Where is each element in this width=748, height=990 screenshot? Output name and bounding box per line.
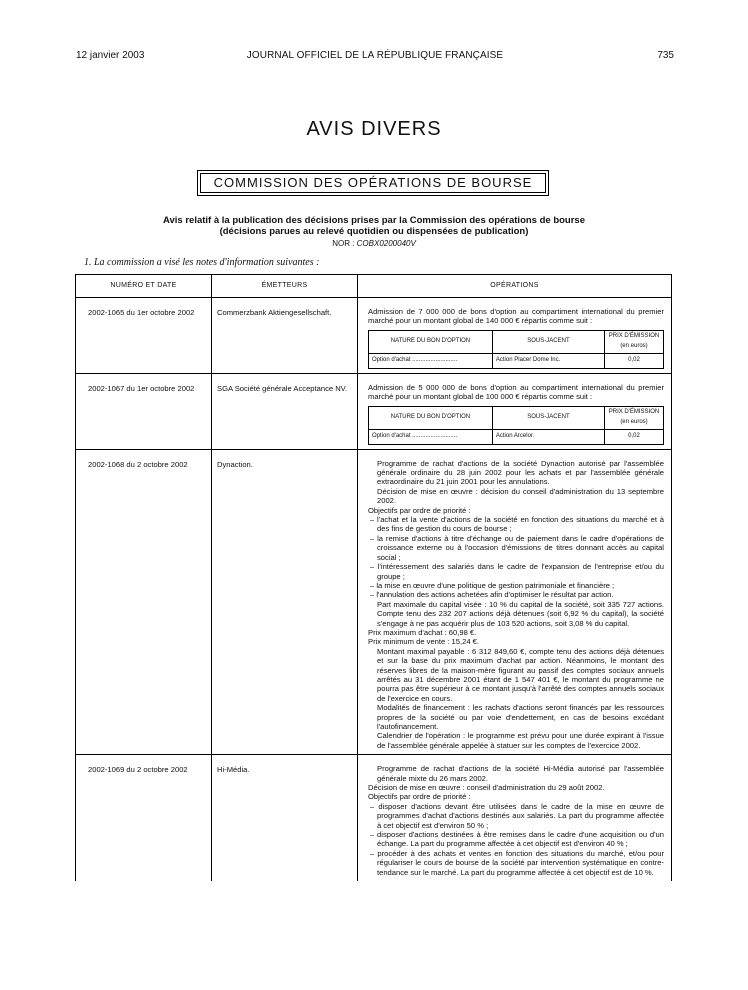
option-subtable (368, 330, 664, 369)
header-date: 12 janvier 2003 (76, 50, 145, 61)
number-date-cell: 2002-1067 du 1er octobre 2002 (76, 373, 212, 449)
nor-code: COBX0200040V (356, 239, 416, 248)
op-paragraph: Calendrier de l'opération : le programme est prévu pour une durée expirant à l'issue de l'assemblée générale appelée à statuer sur les comptes de l'exercice 2002. (377, 731, 664, 750)
section-title: AVIS DIVERS (306, 118, 442, 140)
subheader-price: PRIX D'ÉMISSION (en euros) (604, 406, 663, 429)
table-header-row (76, 275, 672, 298)
intro-text: 1. La commission a visé les notes d'information suivantes : (84, 257, 320, 268)
op-paragraph: Décision de mise en œuvre : conseil d'administration du 29 août 2002. (368, 783, 605, 793)
op-bullet: – procéder à des achats et ventes en fonction des situations du marché, et/ou pour régulariser le cours de bourse de la société par intervention systématique en contre-tendance sur le marché. La part du programme affectée à cet objectif est de 10 %. (370, 848, 664, 877)
number-date-cell: 2002-1068 du 2 octobre 2002 (76, 449, 212, 755)
issuer-cell: SGA Société générale Acceptance NV. (212, 373, 358, 449)
nor-reference (0, 239, 748, 248)
notice-title (100, 215, 648, 237)
option-price: 0,02 (604, 429, 663, 444)
table-row (76, 449, 672, 755)
op-paragraph: Admission de 5 000 000 de bons d'option au compartiment international du premier marché pour un montant global de 100 000 € répartis comme suit : (368, 382, 664, 402)
op-paragraph: Programme de rachat d'actions de la société Dynaction autorisé par l'assemblée générale ordinaire du 28 juin 2002 pour les achats et par l'assemblée générale extraordinaire du 21 juin 2001 pour les annulations. (377, 458, 664, 487)
op-paragraph: Objectifs par ordre de priorité : (368, 792, 471, 802)
col-header-operations: OPÉRATIONS (358, 275, 672, 298)
subheader-underlying: SOUS-JACENT (492, 406, 604, 429)
option-underlying: Action Placer Dome Inc. (492, 353, 604, 368)
operations-table (75, 274, 672, 881)
subheader-price: PRIX D'ÉMISSION (en euros) (604, 330, 663, 353)
op-paragraph: Prix maximum d'achat : 60,98 €. (368, 627, 477, 637)
page-header (76, 50, 674, 64)
commission-title: COMMISSION DES OPÉRATIONS DE BOURSE (200, 173, 546, 193)
op-paragraph: Part maximale du capital visée : 10 % du capital de la société, soit 335 727 actions. Compte tenu des 232 207 actions déjà détenues (soit 6,92 % du capital), la société s'engage à ne pas acquérir plus de 103 520 actions, soit 3,08 % du capital. (377, 599, 664, 628)
notice-line-2: (décisions parues au relevé quotidien ou dispensées de publication) (219, 226, 529, 237)
option-price: 0,02 (604, 353, 663, 368)
col-header-number-date: NUMÉRO ET DATE (76, 275, 212, 298)
option-subtable (368, 406, 664, 445)
page-number: 735 (657, 50, 674, 61)
issuer-cell: Dynaction. (212, 449, 358, 755)
op-bullet: – l'achat et la vente d'actions de la société en fonction des situations du marché et à des fins de gestion du cours de bourse ; (370, 515, 664, 534)
commission-box (197, 170, 549, 196)
number-date-cell: 2002-1069 du 2 octobre 2002 (76, 755, 212, 881)
op-bullet: – la mise en œuvre d'une politique de gestion patrimoniale et financière ; (370, 580, 615, 590)
issuer-cell: Commerzbank Aktiengesellschaft. (212, 298, 358, 374)
option-nature: Option d'achat ........................... (369, 429, 493, 444)
operations-cell (358, 449, 672, 755)
op-paragraph: Montant maximal payable : 6 312 849,60 €, compte tenu des actions déjà détenues et sur la base du prix maximum d'achat par action. Néanmoins, le montant des réserves libres de la maison-mère figurant au passif des comptes sociaux annuels arrêtés au 31 décembre 2001 étant de 1 547 401 €, le montant du programme ne pourra pas être supérieur à ce montant jusqu'à l'arrêté des comptes annuels sociaux de l'exercice en cours. (377, 646, 664, 703)
op-paragraph: Objectifs par ordre de priorité : (368, 505, 471, 515)
subheader-nature: NATURE DU BON D'OPTION (369, 330, 493, 353)
option-nature: Option d'achat ........................... (369, 353, 493, 368)
option-underlying: Action Arcelor. (492, 429, 604, 444)
op-bullet: – la remise d'actions à titre d'échange ou de paiement dans le cadre d'opérations de croissance externe ou à l'occasion d'émissions de titres donnant accès au capital social ; (370, 533, 664, 562)
operations-cell (358, 755, 672, 881)
op-paragraph: Prix minimum de vente : 15,24 €. (368, 637, 480, 647)
number-date-cell: 2002-1065 du 1er octobre 2002 (76, 298, 212, 374)
subheader-underlying: SOUS-JACENT (492, 330, 604, 353)
issuer-cell: Hi-Média. (212, 755, 358, 881)
op-paragraph: Programme de rachat d'actions de la société Hi-Média autorisé par l'assemblée générale mixte du 26 mars 2002. (377, 764, 664, 783)
table-row (76, 755, 672, 881)
table-row (76, 298, 672, 374)
operations-cell (358, 373, 672, 449)
op-bullet: – disposer d'actions devant être utilisées dans le cadre de la mise en œuvre de programmes d'achat d'actions destinés aux salariés. La part du programme affectée à cet objectif est d'environ 50 % ; (370, 801, 664, 830)
table-row (76, 373, 672, 449)
op-paragraph: Modalités de financement : les rachats d'actions seront financés par les ressources propres de la société ou par voie d'endettement, en cas de besoins excédant l'autofinancement. (377, 703, 664, 731)
col-header-issuers: ÉMETTEURS (212, 275, 358, 298)
notice-line-1: Avis relatif à la publication des décisions prises par la Commission des opérations de bourse (163, 215, 585, 226)
header-journal-title: JOURNAL OFFICIEL DE LA RÉPUBLIQUE FRANÇAISE (246, 50, 504, 61)
op-bullet: – l'annulation des actions achetées afin d'optimiser le résultat par action. (370, 590, 614, 600)
op-bullet: – l'intéressement des salariés dans le cadre de l'expansion de l'entreprise et/ou du groupe ; (370, 562, 664, 581)
operations-cell (358, 298, 672, 374)
op-paragraph: Décision de mise en œuvre : décision du conseil d'administration du 13 septembre 2002. (377, 486, 664, 506)
op-bullet: – disposer d'actions destinées à être remises dans le cadre d'une acquisition ou d'un échange. La part du programme affectée à cet objectif est d'environ 40 % ; (370, 830, 664, 849)
op-paragraph: Admission de 7 000 000 de bons d'option au compartiment international du premier marché pour un montant global de 140 000 € répartis comme suit : (368, 307, 664, 326)
nor-label: NOR : (332, 239, 355, 248)
subheader-nature: NATURE DU BON D'OPTION (369, 406, 493, 429)
